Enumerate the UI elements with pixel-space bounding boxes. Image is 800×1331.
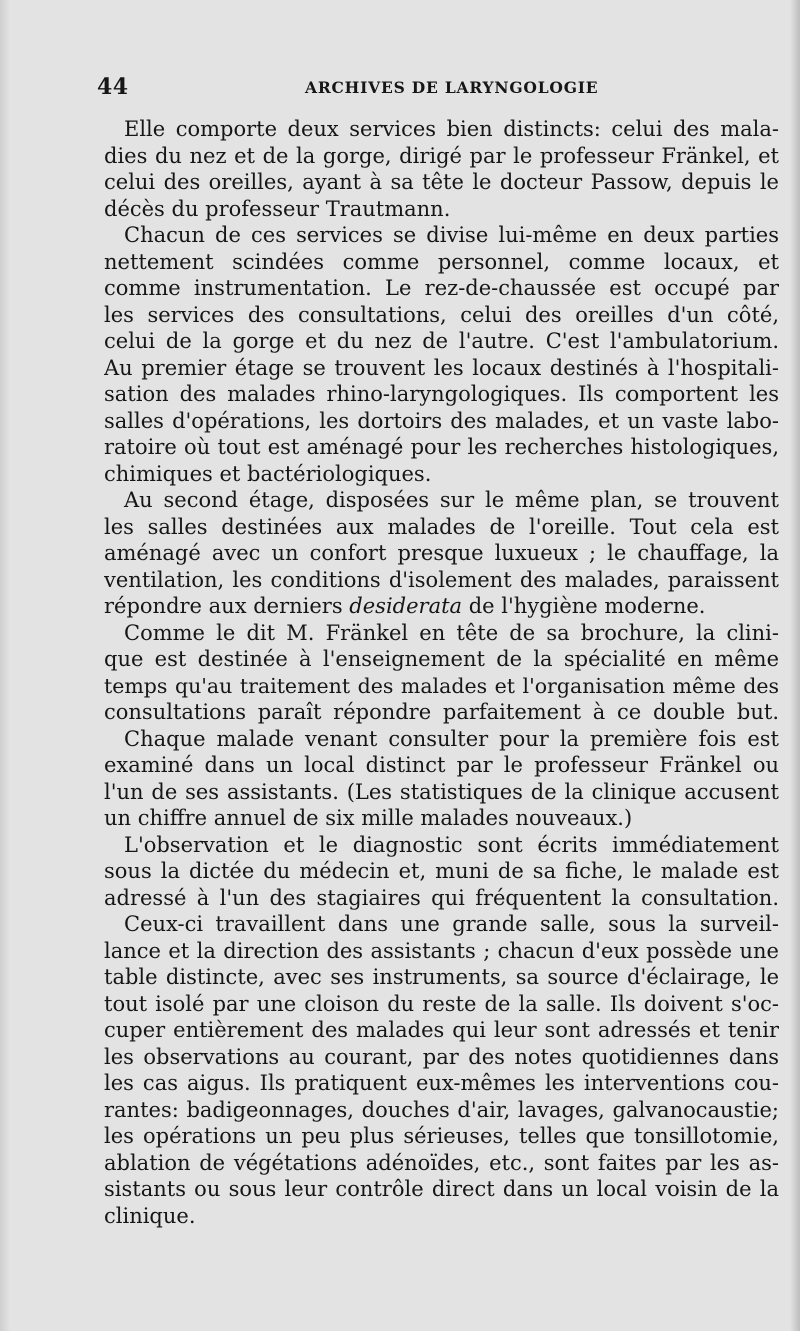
text-line: tout isolé par une cloison du reste de la salle. Ils doivent s'oc- — [104, 991, 779, 1016]
text-run: répondre aux derniers — [104, 594, 350, 618]
text-line: Au second étage, disposées sur le même plan, se trouvent — [124, 488, 779, 512]
text-line: comme instrumentation. Le rez-de-chaussée est occupé par — [104, 276, 779, 300]
text-line: celui des oreilles, ayant à sa tête le docteur Passow, depuis le — [104, 170, 779, 194]
text-line: rantes: badigeonnages, douches d'air, lavages, galvanocaustie; — [104, 1097, 779, 1122]
text-line: Ceux-ci travaillent dans une grande salle, sous la surveil- — [124, 912, 779, 936]
text-line: table distincte, avec ses instruments, sa source d'éclairage, le — [104, 965, 779, 989]
text-line: sistants ou sous leur contrôle direct dans un local voisin de la — [104, 1177, 779, 1201]
text-line: ventilation, les conditions d'isolement des malades, paraissent — [104, 567, 779, 592]
text-line: Elle comporte deux services bien distincts: celui des mala- — [124, 117, 779, 141]
text-line: un chiffre annuel de six mille malades nouveaux.) — [104, 806, 633, 830]
text-line: les cas aigus. Ils pratiquent eux-mêmes les interventions cou- — [104, 1071, 779, 1095]
text-line: adressé à l'un des stagiaires qui fréquentent la consultation. — [104, 885, 779, 910]
text-line: Chacun de ces services se divise lui-même en deux parties — [124, 223, 779, 247]
page-edge-right — [790, 0, 800, 1331]
text-line: les opérations un peu plus sérieuses, telles que tonsillotomie, — [104, 1124, 779, 1148]
text-run: de l'hygiène moderne. — [462, 594, 706, 618]
text-line: Chaque malade venant consulter pour la première fois est — [124, 726, 779, 751]
text-line: que est destinée à l'enseignement de la spécialité en même — [104, 647, 779, 671]
text-line: dies du nez et de la gorge, dirigé par le professeur Fränkel, et — [104, 143, 779, 168]
text-line: examiné dans un local distinct par le professeur Fränkel ou — [104, 753, 779, 777]
body-text — [104, 116, 779, 1229]
text-line: cuper entièrement des malades qui leur sont adressés et tenir — [104, 1018, 779, 1042]
text-line: ablation de végétations adénoïdes, etc., sont faites par les as- — [104, 1150, 779, 1175]
page-number: 44 — [97, 74, 129, 100]
text-line: nettement scindées comme personnel, comme locaux, et — [104, 249, 779, 274]
text-line: Comme le dit M. Fränkel en tête de sa brochure, la clini- — [124, 620, 779, 645]
italic-term: desiderata — [349, 594, 463, 618]
text-line: aménagé avec un confort presque luxueux ; le chauffage, la — [104, 541, 779, 565]
text-line: sous la dictée du médecin et, muni de sa fiche, le malade est — [104, 859, 779, 883]
text-line: les observations au courant, par des notes quotidiennes dans — [104, 1044, 779, 1069]
page-edge-left — [0, 0, 10, 1331]
text-line: lance et la direction des assistants ; chacun d'eux possède une — [104, 938, 779, 963]
text-line: L'observation et le diagnostic sont écrits immédiatement — [124, 832, 779, 857]
text-line: salles d'opérations, les dortoirs des malades, et un vaste labo- — [104, 408, 779, 433]
text-line: consultations paraît répondre parfaitement à ce double but. — [104, 700, 779, 724]
text-line: celui de la gorge et du nez de l'autre. C'est l'ambulatorium. — [104, 329, 779, 353]
text-line: ratoire où tout est aménagé pour les recherches histologiques, — [104, 435, 779, 459]
text-line: Au premier étage se trouvent les locaux destinés à l'hospitali- — [104, 355, 779, 380]
text-line: temps qu'au traitement des malades et l'organisation même des — [104, 673, 779, 698]
text-line — [104, 593, 779, 620]
text-line: les services des consultations, celui des oreilles d'un côté, — [104, 302, 779, 327]
text-line: sation des malades rhino-laryngologiques. Ils comportent les — [104, 382, 779, 406]
text-line: les salles destinées aux malades de l'oreille. Tout cela est — [104, 514, 779, 539]
running-title: ARCHIVES DE LARYNGOLOGIE — [305, 78, 599, 97]
text-line: clinique. — [104, 1203, 196, 1228]
text-line: décès du professeur Trautmann. — [104, 196, 451, 221]
text-line: l'un de ses assistants. (Les statistiques de la clinique accusent — [104, 779, 779, 804]
text-line: chimiques et bactériologiques. — [104, 461, 432, 486]
